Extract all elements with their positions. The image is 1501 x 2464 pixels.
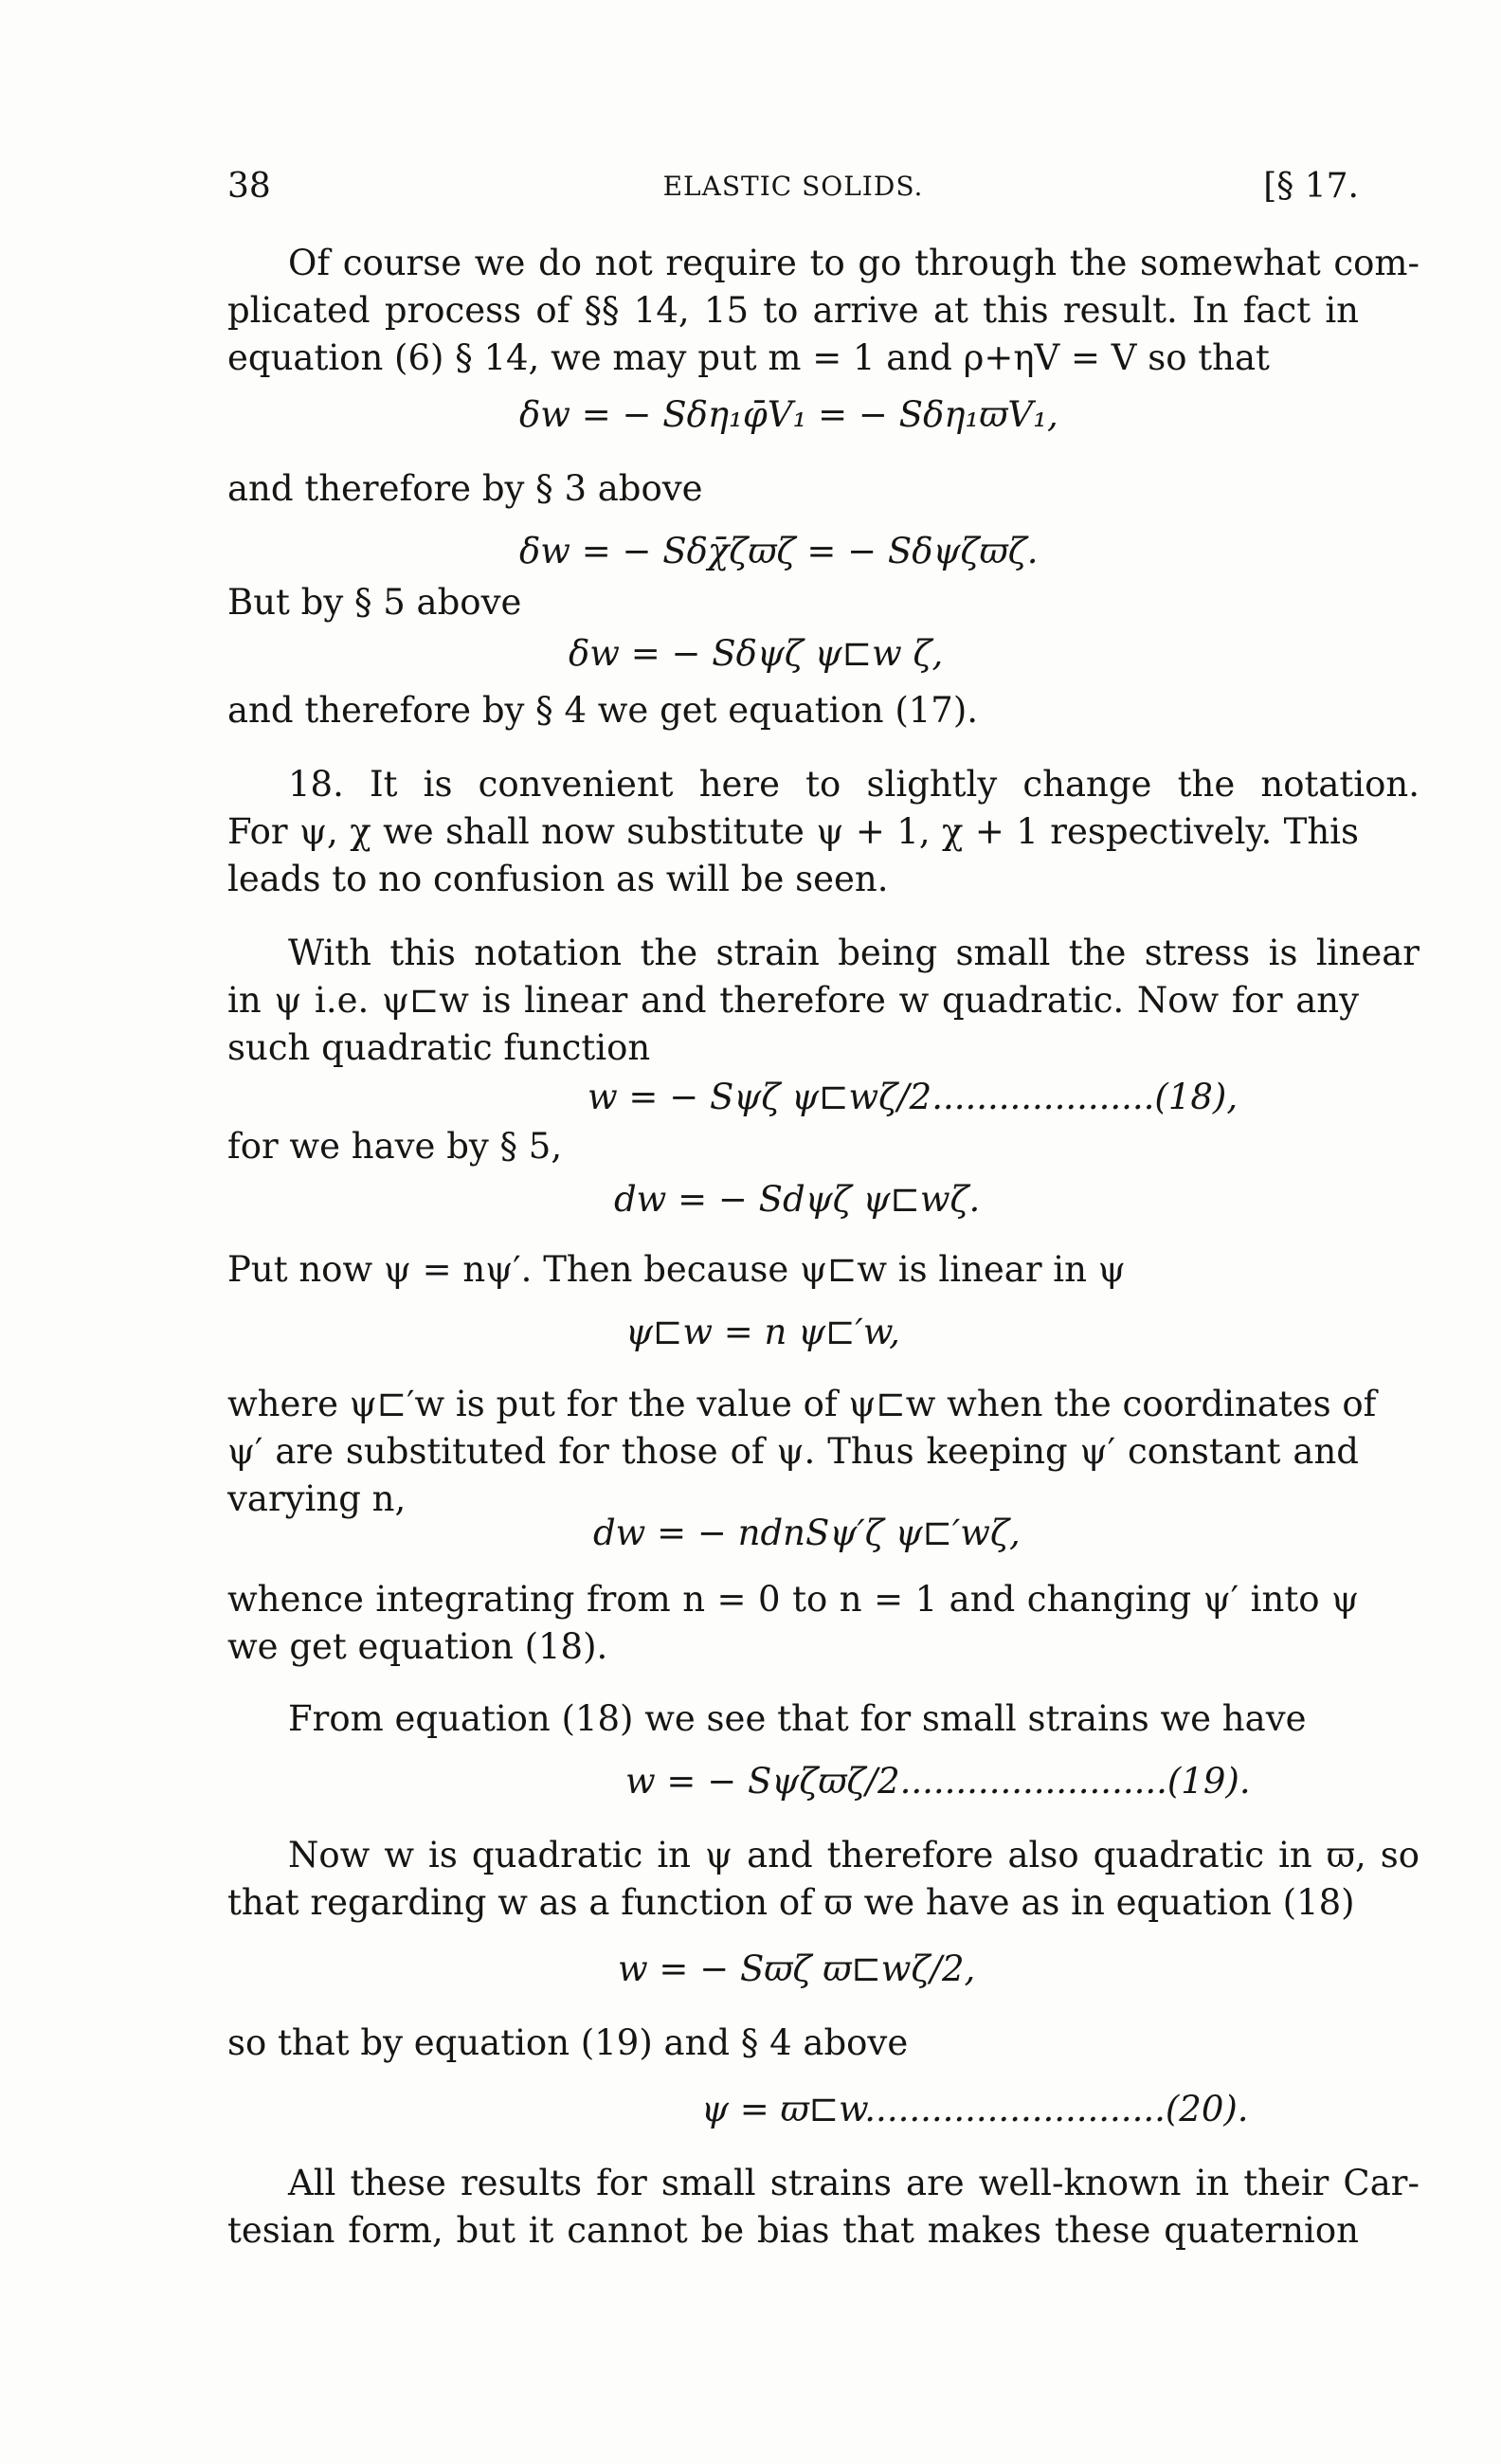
equation-2: δw = − Sδχ̄ζϖζ = − Sδψζϖζ. [519,531,1039,571]
text-line-7: so that by equation (19) and § 4 above [227,2022,909,2063]
paragraph-2-line-1: 18. It is convenient here to slightly change the notation. [288,764,1420,805]
equation-9: w = − Sϖζ ϖ⊏wζ/2, [618,1948,976,1989]
paragraph-3-line-1: With this notation the strain being small the stress is linear [288,933,1420,973]
equation-3: δw = − Sδψζ ψ⊏w ζ, [569,633,944,674]
paragraph-4-line-1: where ψ⊏′w is put for the value of ψ⊏w when the coordinates of [227,1384,1377,1424]
paragraph-7-line-1: All these results for small strains are well-known in their Car- [288,2163,1420,2203]
text-line-1: and therefore by § 3 above [227,468,703,509]
equation-4: w = − Sψζ ψ⊏wζ/2....................(18), [588,1077,1239,1117]
paragraph-3-line-2: in ψ i.e. ψ⊏w is linear and therefore w quadratic. Now for any [227,980,1359,1021]
paragraph-4-line-2: ψ′ are substituted for those of ψ. Thus keeping ψ′ constant and [227,1431,1359,1472]
paragraph-5-line-1: whence integrating from n = 0 to n = 1 and changing ψ′ into ψ [227,1579,1359,1620]
running-header [227,167,1359,214]
text-line-5: Put now ψ = nψ′. Then because ψ⊏w is linear in ψ [227,1249,1126,1290]
paragraph-1-line-1: Of course we do not require to go through the somewhat com- [288,243,1420,283]
paragraph-2-line-3: leads to no confusion as will be seen. [227,859,889,899]
text-line-3: and therefore by § 4 we get equation (17). [227,690,979,731]
paragraph-6-line-2: that regarding w as a function of ϖ we have as in equation (18) [227,1882,1355,1923]
paragraph-7-line-2: tesian form, but it cannot be bias that makes these quaternion [227,2210,1359,2251]
paragraph-6-line-1: Now w is quadratic in ψ and therefore also quadratic in ϖ, so [288,1835,1420,1875]
section-marker: [§ 17. [1263,167,1359,206]
paragraph-1-line-2: plicated process of §§ 14, 15 to arrive at this result. In fact in [227,290,1359,331]
page-number: 38 [227,167,271,206]
running-title: ELASTIC SOLIDS. [662,171,924,202]
paragraph-2-line-2: For ψ, χ we shall now substitute ψ + 1, χ + 1 respectively. This [227,811,1359,852]
paragraph-5-line-2: we get equation (18). [227,1626,608,1667]
text-line-4: for we have by § 5, [227,1126,563,1167]
equation-6: ψ⊏w = n ψ⊏′w, [625,1312,900,1352]
equation-5: dw = − Sdψζ ψ⊏wζ. [614,1179,981,1220]
paragraph-4-line-3: varying n, [227,1478,407,1519]
paragraph-3-line-3: such quadratic function [227,1027,651,1068]
paragraph-1-line-3: equation (6) § 14, we may put m = 1 and ρ+ηV = V so that [227,337,1270,378]
equation-8: w = − Sψζϖζ/2........................(19). [625,1761,1251,1802]
equation-7: dw = − ndnSψ′ζ ψ⊏′wζ, [593,1513,1021,1553]
text-line-2: But by § 5 above [227,582,522,623]
equation-10: ψ = ϖ⊏w...........................(20). [701,2089,1249,2129]
text-line-6: From equation (18) we see that for small strains we have [288,1698,1307,1739]
equation-1: δw = − Sδη₁φ̄V₁ = − Sδη₁ϖV₁, [519,394,1058,435]
